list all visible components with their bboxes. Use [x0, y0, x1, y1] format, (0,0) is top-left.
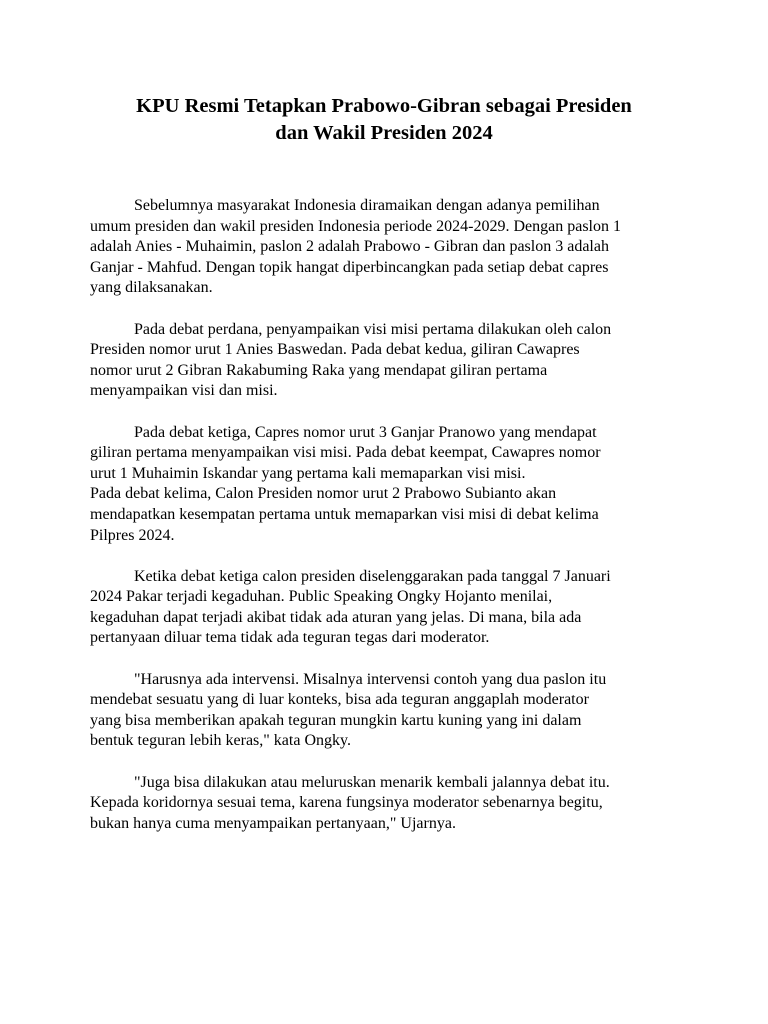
paragraph-line: Pada debat perdana, penyampaikan visi misi pertama dilakukan oleh calon — [134, 320, 612, 338]
paragraph-line: Pilpres 2024. — [90, 526, 175, 544]
title-line: KPU Resmi Tetapkan Prabowo-Gibran sebagai Presiden — [136, 95, 632, 117]
paragraph-line: umum presiden dan wakil presiden Indonesia periode 2024-2029. Dengan paslon 1 — [90, 217, 621, 235]
paragraph-line: kegaduhan dapat terjadi akibat tidak ada aturan yang jelas. Di mana, bila ada — [90, 608, 582, 626]
article-title — [60, 93, 708, 147]
paragraph-line: urut 1 Muhaimin Iskandar yang pertama kali memaparkan visi misi. — [90, 464, 526, 482]
paragraph-line: adalah Anies - Muhaimin, paslon 2 adalah Prabowo - Gibran dan paslon 3 adalah — [90, 238, 609, 256]
paragraph — [90, 773, 710, 835]
paragraph-line: "Juga bisa dilakukan atau meluruskan menarik kembali jalannya debat itu. — [134, 773, 610, 791]
paragraph-line: pertanyaan diluar tema tidak ada teguran tegas dari moderator. — [90, 629, 490, 647]
paragraph-line: "Harusnya ada intervensi. Misalnya intervensi contoh yang dua paslon itu — [134, 670, 607, 688]
paragraph — [90, 670, 710, 752]
paragraph-line: mendebat sesuatu yang di luar konteks, bisa ada teguran anggaplah moderator — [90, 691, 589, 709]
article-body — [90, 196, 710, 855]
paragraph — [90, 196, 710, 299]
paragraph — [90, 320, 710, 402]
paragraph-line: giliran pertama menyampaikan visi misi. Pada debat keempat, Cawapres nomor — [90, 444, 601, 462]
paragraph — [90, 423, 710, 485]
title-line: dan Wakil Presiden 2024 — [275, 122, 493, 144]
paragraph-line: 2024 Pakar terjadi kegaduhan. Public Speaking Ongky Hojanto menilai, — [90, 588, 553, 606]
paragraph-line: yang dilaksanakan. — [90, 279, 213, 297]
paragraph-line: Kepada koridornya sesuai tema, karena fungsinya moderator sebenarnya begitu, — [90, 794, 603, 812]
paragraph-line: Presiden nomor urut 1 Anies Baswedan. Pada debat kedua, giliran Cawapres — [90, 341, 580, 359]
paragraph — [90, 484, 710, 546]
paragraph-line: bentuk teguran lebih keras," kata Ongky. — [90, 732, 351, 750]
paragraph-line: yang bisa memberikan apakah teguran mungkin kartu kuning yang ini dalam — [90, 711, 582, 729]
paragraph-line: Pada debat kelima, Calon Presiden nomor urut 2 Prabowo Subianto akan — [90, 485, 557, 503]
paragraph-line: Sebelumnya masyarakat Indonesia diramaikan dengan adanya pemilihan — [134, 197, 600, 214]
paragraph-line: menyampaikan visi dan misi. — [90, 382, 278, 400]
paragraph-line: Ketika debat ketiga calon presiden diselenggarakan pada tanggal 7 Januari — [134, 567, 611, 585]
paragraph-line: Pada debat ketiga, Capres nomor urut 3 Ganjar Pranowo yang mendapat — [134, 423, 597, 441]
paragraph-line: nomor urut 2 Gibran Rakabuming Raka yang mendapat giliran pertama — [90, 361, 548, 379]
paragraph-line: mendapatkan kesempatan pertama untuk memaparkan visi misi di debat kelima — [90, 505, 599, 523]
paragraph-line: bukan hanya cuma menyampaikan pertanyaan," Ujarnya. — [90, 814, 456, 832]
paragraph — [90, 567, 710, 649]
paragraph-line: Ganjar - Mahfud. Dengan topik hangat diperbincangkan pada setiap debat capres — [90, 258, 609, 276]
